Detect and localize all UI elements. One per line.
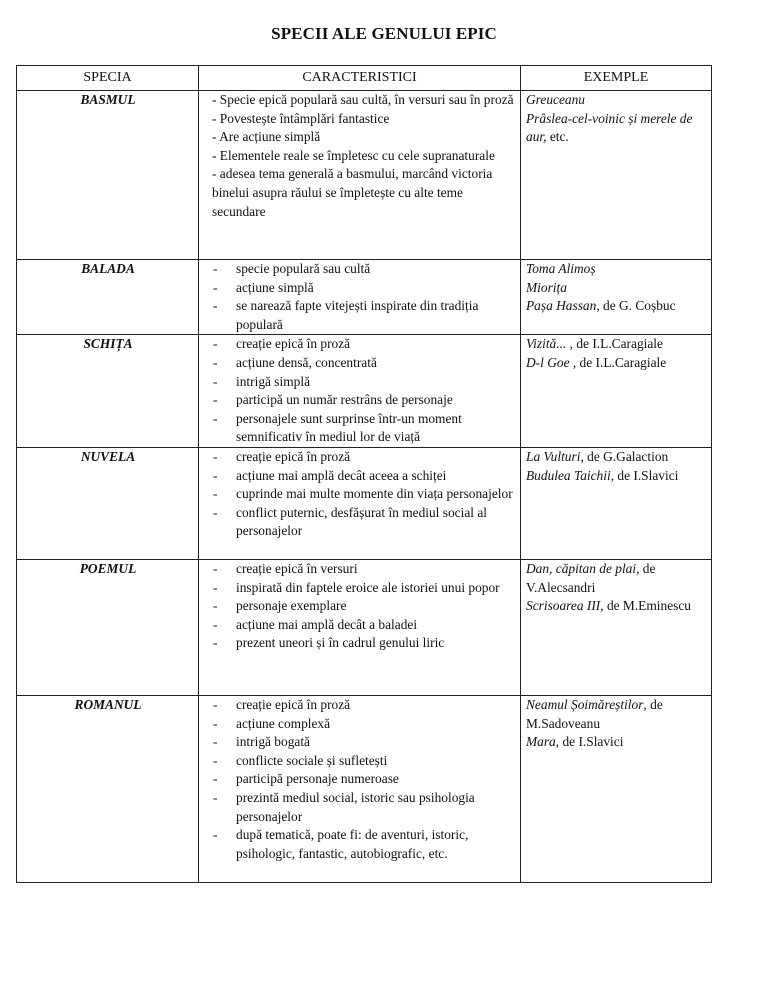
characteristics-cell [199,695,521,882]
example-title: Miorița [526,279,567,295]
dash-bullet: - [213,392,218,408]
table-row [17,91,712,260]
example-author: , de I.L.Caragiale [569,354,667,370]
characteristic-text: conflict puternic, desfășurat în mediul social al personajelor [236,504,487,539]
list-item [212,410,514,447]
list-item [212,485,514,504]
species-name: SCHIȚA [17,335,199,448]
characteristic-text: intrigă simplă [236,373,311,389]
example-entry [526,696,707,733]
list-item [212,165,514,221]
dash-bullet: - [213,467,218,483]
characteristics-list [212,335,514,447]
characteristic-text: acțiune mai amplă decât aceea a schiței [236,467,447,483]
characteristic-text: specie populară sau cultă [236,261,371,276]
characteristics-cell [199,260,521,335]
characteristic-text: intrigă bogată [236,734,310,750]
list-item [212,91,514,110]
characteristic-text: prezent uneori și în cadrul genului liric [236,635,445,651]
characteristics-list [212,696,514,863]
characteristic-text: participă personaje numeroase [236,771,399,787]
list-item [212,448,514,467]
example-title: Budulea Taichii [526,467,611,483]
list-item [212,335,514,354]
dash-bullet: - [213,789,218,805]
characteristic-text: prezintă mediul social, istoric sau psihologia personajelor [236,789,475,824]
list-item [212,373,514,392]
list-item [212,260,514,279]
list-item [212,597,514,616]
examples-cell [521,335,712,448]
list-item [212,826,514,863]
example-title: Pașa Hassan [526,298,597,314]
example-title: Toma Alimoș [526,261,596,276]
list-item [212,789,514,826]
example-entry [526,91,707,110]
list-item [212,128,514,147]
characteristic-text: acțiune complexă [236,715,331,731]
example-title: Dan, căpitan de plai [526,560,637,576]
example-entry [526,560,707,597]
dash-bullet: - [213,579,218,595]
document-title: SPECII ALE GENULUI EPIC [271,24,497,43]
example-title: Scrisoarea III [526,598,601,614]
characteristics-cell [199,335,521,448]
examples-cell [521,559,712,695]
dash-bullet: - [213,560,218,576]
example-title: Neamul Șoimăreștilor [526,696,644,712]
characteristic-text: personajele sunt surprinse într-un moment semnificativ în mediul lor de viață [236,410,462,445]
header-species: SPECIA [17,66,199,91]
characteristic-text: acțiune simplă [236,279,314,295]
examples-cell [521,260,712,335]
examples-cell [521,91,712,260]
dash-bullet: - [213,504,218,520]
species-name: BALADA [17,260,199,335]
characteristic-text: participă un număr restrâns de personaje [236,392,453,408]
list-item [212,560,514,579]
characteristic-text: - Elementele reale se împletesc cu cele supranaturale [212,147,495,163]
list-item [212,770,514,789]
example-author: , de I.L.Caragiale [566,336,663,352]
examples-cell [521,447,712,559]
characteristics-cell [199,91,521,260]
dash-bullet: - [213,336,218,352]
dash-bullet: - [213,696,218,712]
dash-bullet: - [213,279,218,295]
dash-bullet: - [213,486,218,502]
dash-bullet: - [213,598,218,614]
list-item [212,147,514,166]
example-entry [526,297,707,316]
dash-bullet: - [213,448,218,464]
list-item [212,354,514,373]
example-title: Greuceanu [526,92,585,107]
list-item [212,616,514,635]
characteristics-cell [199,559,521,695]
list-item [212,467,514,486]
characteristic-text: acțiune densă, concentrată [236,354,377,370]
example-title: Prâslea-cel-voinic și merele de aur, [526,110,693,145]
dash-bullet: - [213,373,218,389]
characteristic-text: - adesea tema generală a basmului, marcând victoria binelui asupra răului se împletește cu alte teme secundare [212,166,493,219]
species-name: POEMUL [17,559,199,695]
example-author: , de I.Slavici [610,467,679,483]
characteristics-list [212,91,514,221]
dash-bullet: - [213,261,218,276]
example-author: , de M.Eminescu [600,598,691,614]
list-item [212,715,514,734]
list-item [212,279,514,298]
table-row [17,260,712,335]
list-item [212,696,514,715]
list-item [212,504,514,541]
dash-bullet: - [213,410,218,426]
example-author: etc. [546,129,569,145]
list-item [212,579,514,598]
characteristic-text: creație epică în proză [236,448,351,464]
characteristic-text: - Specie epică populară sau cultă, în versuri sau în proză [212,92,514,107]
header-examples: EXEMPLE [521,66,712,91]
example-entry [526,448,707,467]
characteristics-list [212,260,514,334]
examples-cell [521,695,712,882]
dash-bullet: - [213,752,218,768]
example-author: , de G. Coșbuc [596,298,676,314]
characteristic-text: personaje exemplare [236,598,347,614]
example-author: , de V.Alecsandri [526,560,656,595]
list-item [212,733,514,752]
example-title: D-l Goe [526,354,570,370]
list-item [212,391,514,410]
species-name: ROMANUL [17,695,199,882]
dash-bullet: - [213,298,218,314]
example-title: La Vulturi [526,448,581,464]
characteristics-list [212,448,514,541]
dash-bullet: - [213,771,218,787]
characteristics-list [212,560,514,653]
list-item [212,297,514,334]
example-entry [526,110,707,147]
list-item [212,752,514,771]
header-characteristics: CARACTERISTICI [199,66,521,91]
example-author: , de G.Galaction [580,448,669,464]
example-title: Mara [526,734,556,750]
characteristic-text: se narează fapte vitejești inspirate din tradiția populară [236,298,479,332]
example-title: Vizită... [526,336,567,352]
dash-bullet: - [213,616,218,632]
characteristic-text: cuprinde mai multe momente din viața personajelor [236,486,513,502]
characteristic-text: inspirată din faptele eroice ale istoriei unui popor [236,579,500,595]
dash-bullet: - [213,715,218,731]
example-entry [526,354,707,373]
example-entry [526,597,707,616]
example-entry [526,467,707,486]
table-row [17,559,712,695]
species-table [16,65,712,883]
species-name: NUVELA [17,447,199,559]
characteristic-text: creație epică în versuri [236,560,358,576]
characteristic-text: creație epică în proză [236,696,351,712]
example-entry [526,260,707,279]
table-row [17,447,712,559]
example-author: , de I.Slavici [555,734,624,750]
characteristic-text: acțiune mai amplă decât a baladei [236,616,418,632]
dash-bullet: - [213,734,218,750]
header-row [17,66,712,91]
list-item [212,110,514,129]
example-entry [526,733,707,752]
species-name: BASMUL [17,91,199,260]
characteristic-text: după tematică, poate fi: de aventuri, istoric, psihologic, fantastic, autobiografic, etc. [236,827,469,861]
characteristic-text: conflicte sociale și sufletești [236,752,388,768]
characteristics-cell [199,447,521,559]
characteristic-text: - Povestește întâmplări fantastice [212,110,390,126]
table-body [17,91,712,883]
characteristic-text: - Are acțiune simplă [212,129,321,145]
table-row [17,335,712,448]
example-author: , de M.Sadoveanu [526,696,663,731]
example-entry [526,335,707,354]
dash-bullet: - [213,354,218,370]
example-entry [526,279,707,298]
dash-bullet: - [213,635,218,651]
characteristic-text: creație epică în proză [236,336,351,352]
list-item [212,634,514,653]
dash-bullet: - [213,827,218,843]
table-row [17,695,712,882]
